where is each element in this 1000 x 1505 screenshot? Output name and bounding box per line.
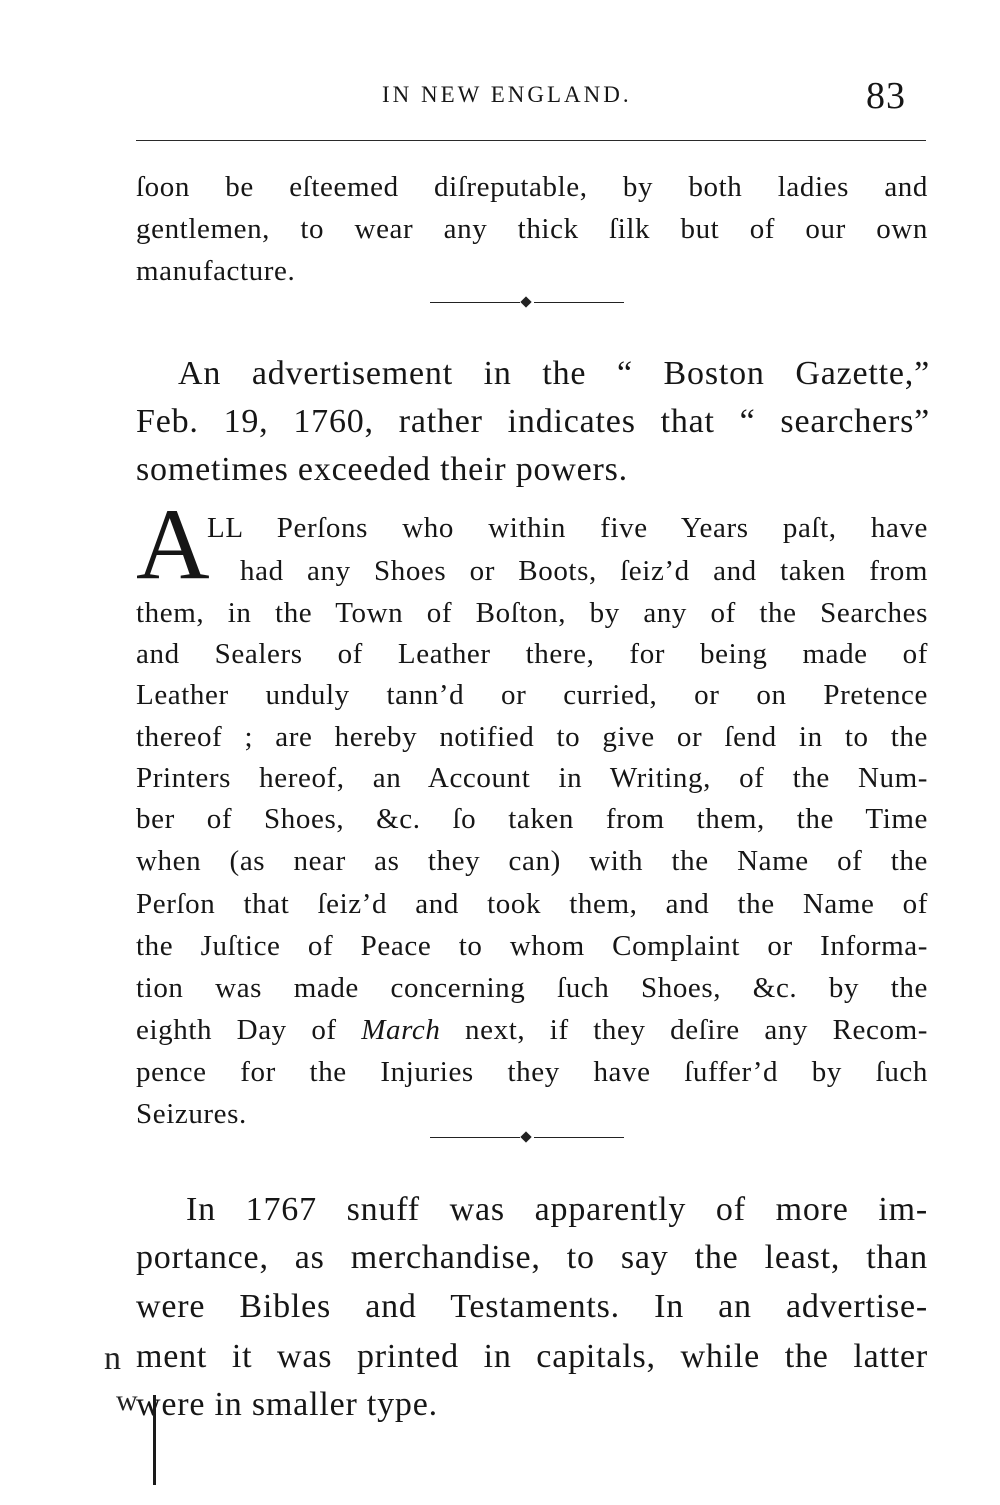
text-line: and Sealers of Leather there, for being made of [136,638,928,670]
page-number: 83 [866,75,906,117]
running-title: IN NEW ENGLAND. [382,82,632,107]
text-line: Seizures. [136,1098,247,1130]
text-line: were in smaller type. [136,1386,438,1423]
text-line: had any Shoes or Boots, ſeiz’d and taken from [240,555,928,587]
header-rule [136,140,926,141]
ornament-rule [534,1137,624,1138]
text-line: portance, as merchandise, to say the least, than [136,1239,928,1276]
text-line: ber of Shoes, &c. ſo taken from them, the Time [136,803,928,835]
text-line: manufacture. [136,255,296,287]
text-line: them, in the Town of Boſton, by any of the Searches [136,597,928,629]
section-ornament [430,1131,624,1145]
text-line: were Bibles and Testaments. In an advertise- [136,1288,928,1325]
text-line [136,1010,928,1051]
text-line: pence for the Injuries they have ſuffer’d by ſuch [136,1056,928,1088]
text-line: Printers hereof, an Account in Writing, of the Num- [136,762,928,794]
text-line: In 1767 snuff was apparently of more im- [186,1191,928,1228]
diamond-ornament-icon [520,296,531,307]
diamond-ornament-icon [520,1131,531,1142]
margin-mark: w [116,1384,138,1417]
ornament-rule [430,1137,520,1138]
text-line: ſoon be eſteemed diſreputable, by both ladies and [136,171,928,203]
italic-month: March [361,1014,441,1046]
text-line: Leather unduly tann’d or curried, or on Pretence [136,679,928,711]
text-line: sometimes exceeded their powers. [136,451,628,488]
text-line: Feb. 19, 1760, rather indicates that “ searchers” [136,403,930,440]
line-end: next, if they deſire any Recom- [440,1014,928,1046]
text-line: tion was made concerning ſuch Shoes, &c. by the [136,972,928,1004]
text-line: Perſon that ſeiz’d and took them, and the Name of [136,888,928,920]
text-line: when (as near as they can) with the Name of the [136,845,928,877]
text-line: the Juſtice of Peace to whom Complaint or Informa- [136,930,928,962]
text-line: ment it was printed in capitals, while the latter [136,1338,928,1375]
ornament-rule [430,302,520,303]
margin-mark: n [104,1340,121,1377]
drop-cap: A [136,488,210,601]
ornament-rule [534,302,624,303]
text-line: gentlemen, to wear any thick ſilk but of our own [136,213,928,245]
text-line: thereof ; are hereby notified to give or ſend in to the [136,721,928,753]
running-head [0,74,1000,118]
line-start: eighth Day of [136,1014,337,1046]
text-line: An advertisement in the “ Boston Gazette,” [178,355,930,392]
section-ornament [430,296,624,310]
text-line: LL Perſons who within five Years paſt, have [207,512,928,544]
binding-edge-line [153,1395,156,1485]
